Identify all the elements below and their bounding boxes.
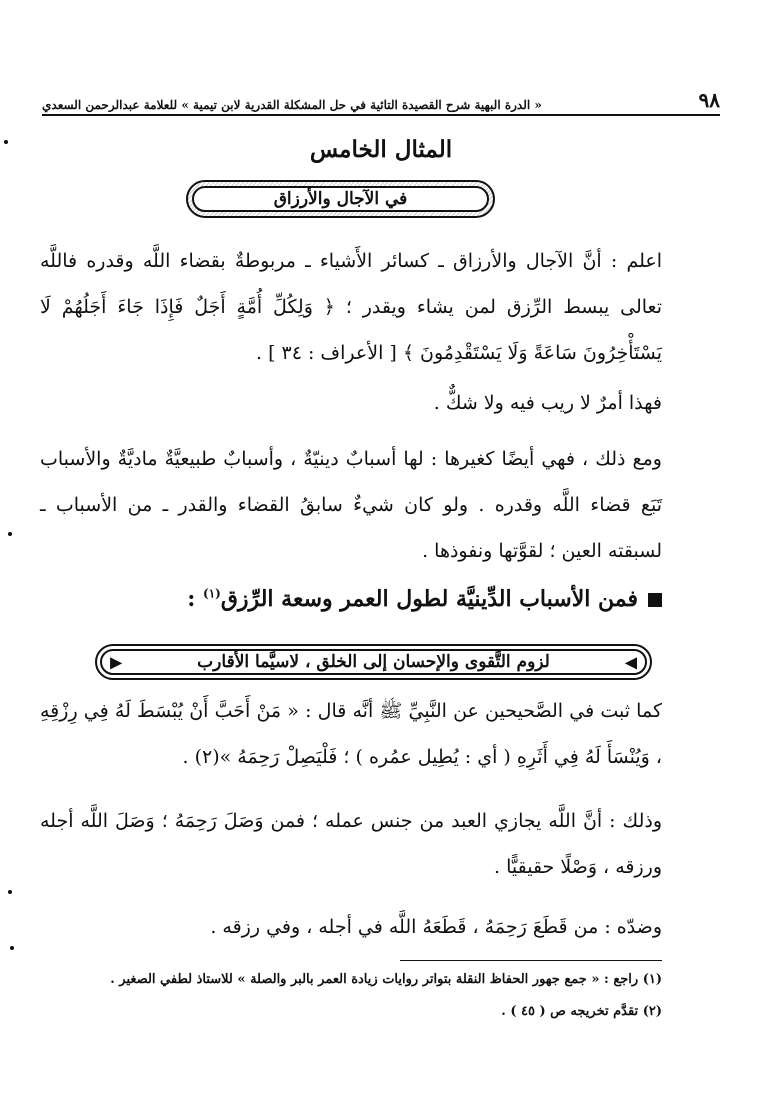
footnote-1: (١) راجع : « جمع جهور الحفاظ النقلة بتواتر روايات زيادة العمر بالبر والصلة » للاستاذ لطفي الصغير . <box>110 972 662 987</box>
scan-mark <box>10 946 14 950</box>
footnote-2: (٢) تقدَّم تخريجه ص ( ٤٥ ) . <box>501 1004 662 1019</box>
running-title: « الدرة البهية شرح القصيدة التائية في حل المشكلة القدرية لابن تيمية » للعلامة عبدالرحمن السعدي <box>42 98 542 112</box>
section-title: المثال الخامس <box>309 136 453 163</box>
paragraph-3: ومع ذلك ، فهي أيضًا كغيرها : لها أسبابٌ دينيّةٌ ، وأسبابٌ طبيعيَّةٌ ماديَّةٌ والأسباب تَبَع قضاء اللَّه وقدره . ولو كان شيءٌ سابقُ القضاء والقدر ـ من الأسباب ـ لسبقته العين ؛ لقوَّتها ونفوذها . <box>40 448 662 562</box>
page-header <box>42 86 720 116</box>
subheading-colon: : <box>187 586 196 612</box>
paragraph-6: وضدّه : من قَطَعَ رَحِمَهُ ، قَطَعَهُ اللَّه في أجله ، وفي رزقه . <box>210 916 662 938</box>
footnote-divider <box>400 960 662 961</box>
scan-mark <box>8 532 12 536</box>
decorative-title-frame <box>186 180 495 218</box>
frame-title: في الآجال والأرزاق <box>273 189 408 209</box>
subheading-text: فمن الأسباب الدِّينيَّة لطول العمر وسعة الرِّزق <box>220 586 638 612</box>
page-number: ٩٨ <box>698 88 720 112</box>
paragraph-5: وذلك : أنَّ اللَّه يجازي العبد من جنس عمله ؛ فمن وَصَلَ رَحِمَهُ ؛ وَصَلَ اللَّه أجله ورزقه ، وَصْلًا حقيقيًّا . <box>40 810 662 878</box>
paragraph-2: فهذا أمرٌ لا ريب فيه ولا شكٌّ . <box>433 392 662 414</box>
subheading <box>187 586 662 612</box>
square-bullet-icon <box>648 593 662 607</box>
arrow-right-icon: ◀ <box>624 652 637 672</box>
paragraph-4: كما ثبت في الصَّحيحين عن النَّبِيِّ ﷺ أنَّه قال : « مَنْ أَحَبَّ أَنْ يُبْسَطَ لَهُ فِي رِزْقِهِ ، وَيُنْسَأَ لَهُ فِي أَثَرِهِ ( أي : يُطِيل عمُره ) ؛ فَلْيَصِلْ رَحِمَهُ »(٢) . <box>40 700 662 768</box>
scan-mark <box>4 140 8 144</box>
decorative-subtitle-frame <box>95 644 652 680</box>
arrow-left-icon: ▶ <box>110 652 123 672</box>
scan-mark <box>8 890 12 894</box>
frame2-title: لزوم التَّقوى والإحسان إلى الخلق ، لاسيَّما الأقارب <box>197 652 550 672</box>
paragraph-1: اعلم : أنَّ الآجال والأرزاق ـ كسائر الأَشياء ـ مربوطةٌ بقضاء اللَّه وقدره فاللَّه تعالى يبسط الرِّزق لمن يشاء ويقدر ؛ ﴿ وَلِكُلِّ أُمَّةٍ أَجَلٌ فَإِذَا جَاءَ أَجَلُهُمْ لَا يَسْتَأْخِرُونَ سَاعَةً وَلَا يَسْتَقْدِمُونَ ﴾ [ الأعراف : ٣٤ ] . <box>40 250 662 364</box>
footnote-ref-1: (١) <box>203 586 221 601</box>
